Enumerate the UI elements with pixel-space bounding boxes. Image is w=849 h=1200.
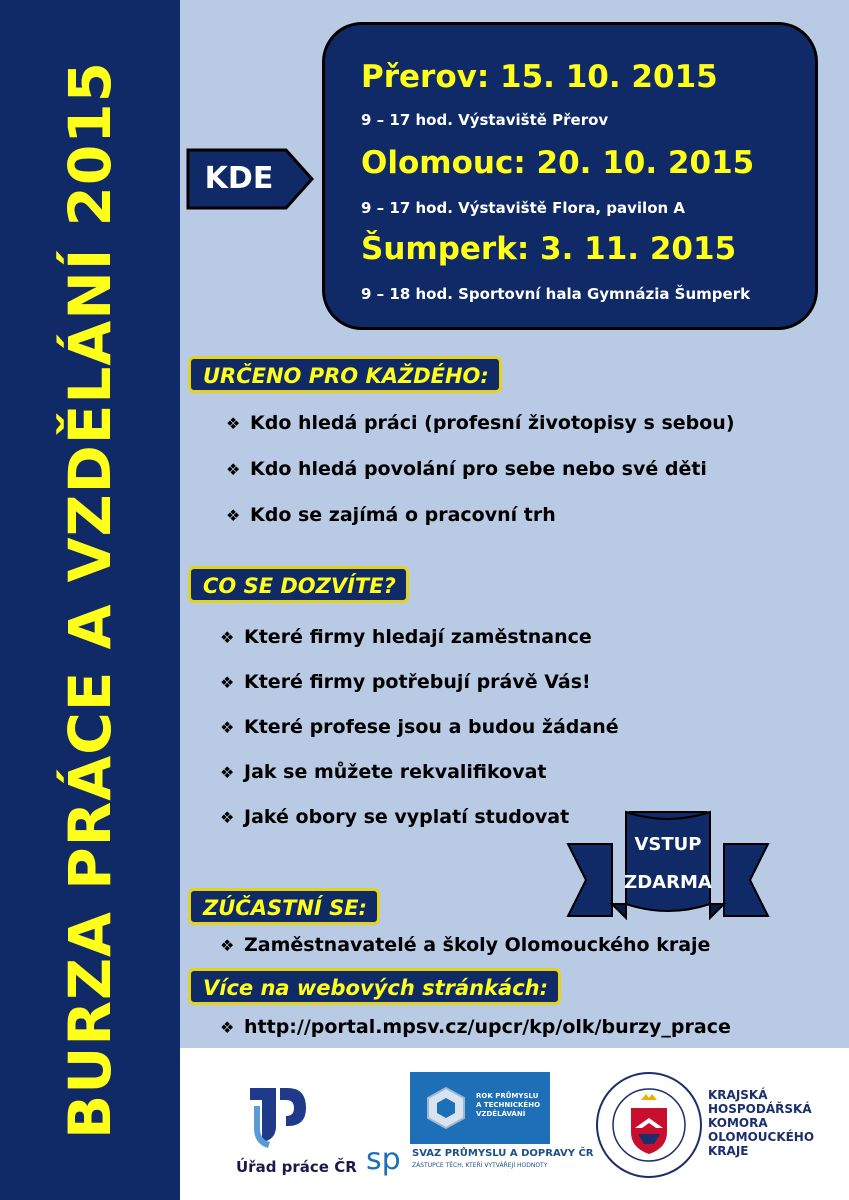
- venue-city: Olomouc: 20. 10. 2015: [361, 145, 755, 181]
- list-item-text: Kdo hledá povolání pro sebe nebo své děti: [250, 458, 707, 480]
- poster-title: BURZA PRÁCE A VZDĚLÁNÍ 2015: [56, 61, 124, 1139]
- diamond-bullet-icon: ❖: [220, 763, 235, 782]
- diamond-bullet-icon: ❖: [226, 460, 241, 479]
- diamond-bullet-icon: ❖: [220, 936, 235, 955]
- venue-city: Šumperk: 3. 11. 2015: [361, 231, 737, 267]
- khk-name: [708, 1088, 814, 1158]
- venues-box: [322, 22, 818, 330]
- venue-city: Přerov: 15. 10. 2015: [361, 59, 718, 95]
- urad-prace-caption: Úřad práce ČR: [236, 1158, 357, 1176]
- list-item-text: Jak se můžete rekvalifikovat: [244, 761, 547, 783]
- list-item: [220, 671, 591, 693]
- list-item-text: Kdo se zajímá o pracovní trh: [250, 504, 556, 526]
- side-band: [0, 0, 180, 1200]
- diamond-bullet-icon: ❖: [220, 673, 235, 692]
- diamond-bullet-icon: ❖: [220, 628, 235, 647]
- list-item: [226, 504, 556, 526]
- khk-line: OLOMOUCKÉHO: [708, 1130, 815, 1144]
- kde-arrow: [186, 148, 318, 210]
- list-item: [220, 806, 569, 828]
- venue-detail: 9 – 17 hod. Výstaviště Flora, pavilon A: [361, 199, 686, 217]
- banner-line: ZDARMA: [624, 872, 712, 893]
- khk-line: KOMORA: [708, 1116, 768, 1130]
- venue-detail: 9 – 17 hod. Výstaviště Přerov: [361, 111, 609, 129]
- list-item-text: Které firmy hledají zaměstnance: [244, 626, 592, 648]
- list-item: [220, 1016, 731, 1038]
- sp-badge-line: VZDĚLÁVÁNÍ: [476, 1110, 526, 1118]
- list-item-text: Kdo hledá práci (profesní životopisy s sebou): [250, 412, 735, 434]
- section-heading: Více na webových stránkách:: [188, 968, 561, 1005]
- list-item: [220, 934, 710, 956]
- sp-badge-line: ROK PRŮMYSLU: [476, 1092, 539, 1100]
- section-heading: ZÚČASTNÍ SE:: [188, 888, 380, 925]
- sp-name: SVAZ PRŮMYSLU A DOPRAVY ČR: [412, 1148, 594, 1159]
- sp-badge-text: [476, 1092, 540, 1119]
- banner-line: VSTUP: [634, 834, 702, 855]
- gear-hexagon-icon: [424, 1086, 468, 1130]
- diamond-bullet-icon: ❖: [226, 414, 241, 433]
- khk-line: KRAJSKÁ: [708, 1088, 768, 1102]
- ribbon-banner-icon: [566, 808, 770, 930]
- sp-tagline: ZÁSTUPCE TĚCH, KTEŘÍ VYTVÁŘEJÍ HODNOTY: [412, 1162, 548, 1169]
- khk-line: HOSPODÁŘSKÁ: [708, 1102, 812, 1116]
- list-item-text: Které firmy potřebují právě Vás!: [244, 671, 591, 693]
- section-heading: CO SE DOZVÍTE?: [188, 566, 409, 603]
- list-item: [226, 458, 707, 480]
- diamond-bullet-icon: ❖: [226, 506, 241, 525]
- sp-badge-line: A TECHNICKÉHO: [476, 1101, 541, 1109]
- website-link[interactable]: http://portal.mpsv.cz/upcr/kp/olk/burzy_prace: [244, 1016, 731, 1038]
- section-heading: URČENO PRO KAŽDÉHO:: [188, 356, 502, 393]
- khk-line: KRAJE: [708, 1144, 749, 1158]
- kde-label: KDE: [204, 161, 274, 196]
- list-item: [220, 761, 546, 783]
- chamber-seal-icon: [594, 1070, 704, 1180]
- list-item: [226, 412, 735, 434]
- diamond-bullet-icon: ❖: [220, 808, 235, 827]
- sp-badge: [410, 1072, 550, 1144]
- list-item: [220, 626, 592, 648]
- list-item-text: Které profese jsou a budou žádané: [244, 716, 619, 738]
- venue-detail: 9 – 18 hod. Sportovní hala Gymnázia Šumperk: [361, 285, 751, 303]
- diamond-bullet-icon: ❖: [220, 1018, 235, 1037]
- diamond-bullet-icon: ❖: [220, 718, 235, 737]
- partner-logos: [180, 1052, 849, 1200]
- free-entry-banner: [566, 808, 770, 930]
- urad-prace-logo-icon: [246, 1082, 310, 1152]
- sp-monogram: sp: [366, 1142, 401, 1177]
- list-item-text: Zaměstnavatelé a školy Olomouckého kraje: [244, 934, 711, 956]
- list-item: [220, 716, 619, 738]
- list-item-text: Jaké obory se vyplatí studovat: [244, 806, 570, 828]
